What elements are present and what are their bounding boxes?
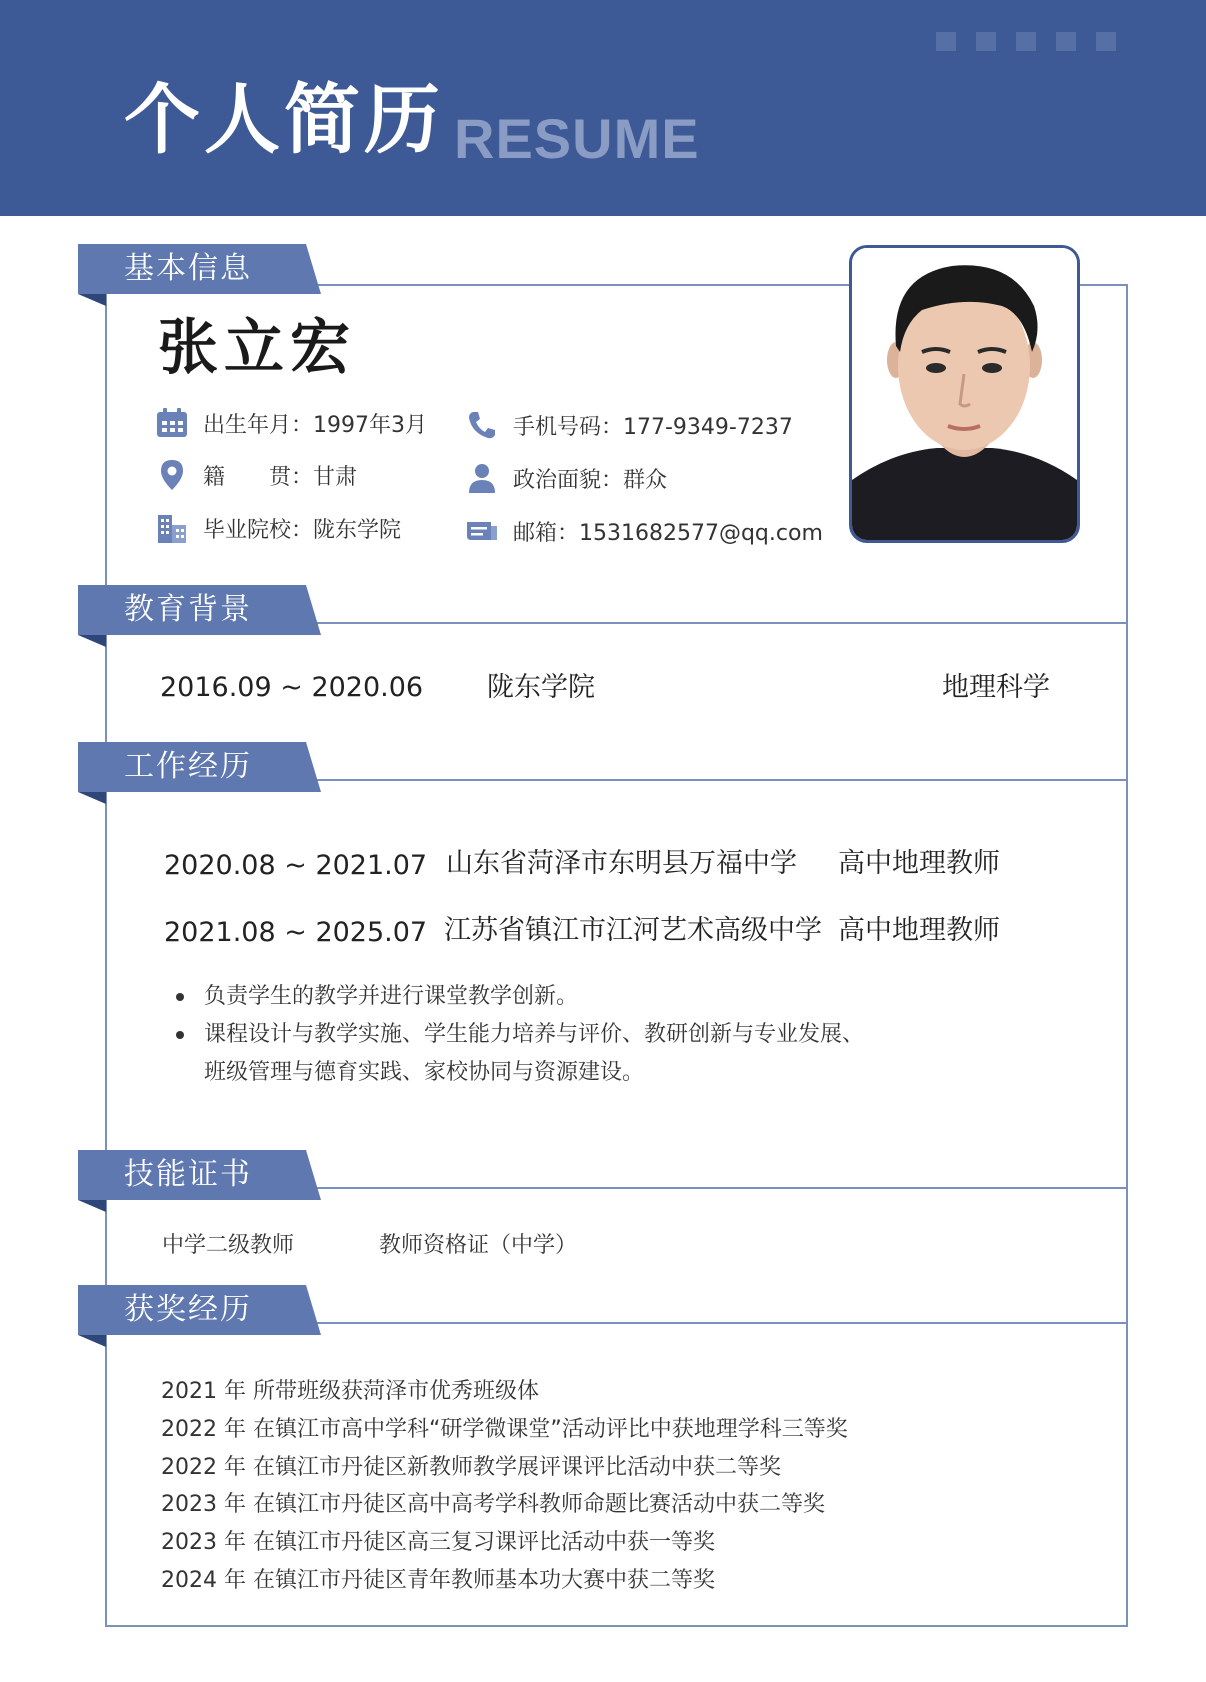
info-school bbox=[155, 513, 401, 543]
tab-fold bbox=[78, 1200, 106, 1212]
work-organization: 山东省菏泽市东明县万福中学 bbox=[446, 848, 797, 879]
awards-list bbox=[161, 1373, 848, 1600]
tab-fold bbox=[78, 635, 106, 647]
calendar-icon bbox=[155, 406, 189, 440]
work-role: 高中地理教师 bbox=[838, 915, 1000, 946]
work-period: 2020.08 ~ 2021.07 bbox=[164, 850, 428, 881]
skill-certificate: 中学二级教师 bbox=[162, 1233, 295, 1258]
list-item: 2024 年 在镇江市丹徒区青年教师基本功大赛中获二等奖 bbox=[161, 1567, 715, 1593]
tab-fold bbox=[78, 792, 106, 804]
portrait-illustration bbox=[852, 248, 1077, 540]
birth-text: 出生年月：1997年3月 bbox=[203, 412, 427, 438]
section-title: 获奖经历 bbox=[124, 1292, 252, 1327]
work-period: 2021.08 ~ 2025.07 bbox=[164, 917, 428, 948]
decor-square bbox=[1056, 32, 1076, 51]
section-tab-basic-info bbox=[78, 244, 321, 294]
list-item: 2023 年 在镇江市丹徒区高三复习课评比活动中获一等奖 bbox=[161, 1530, 715, 1556]
info-phone bbox=[465, 410, 793, 440]
section-title: 工作经历 bbox=[124, 749, 252, 784]
list-item: 负责学生的教学并进行课堂教学创新。 bbox=[176, 978, 876, 1016]
candidate-name: 张立宏 bbox=[158, 313, 356, 383]
email-text: 邮箱：1531682577@qq.com bbox=[513, 520, 823, 546]
person-icon bbox=[465, 461, 499, 495]
decor-square bbox=[976, 32, 996, 51]
list-item: 课程设计与教学实施、学生能力培养与评价、教研创新与专业发展、班级管理与德育实践、家校协同与资源建设。 bbox=[176, 1016, 876, 1092]
section-tab-work bbox=[78, 742, 321, 792]
building-icon bbox=[155, 511, 189, 545]
decor-square bbox=[1016, 32, 1036, 51]
phone-text: 手机号码：177-9349-7237 bbox=[513, 414, 793, 440]
section-tab-education bbox=[78, 585, 321, 635]
section-title: 基本信息 bbox=[124, 251, 252, 286]
info-political bbox=[465, 463, 667, 493]
location-pin-icon bbox=[155, 458, 189, 492]
header-decoration bbox=[936, 32, 1116, 51]
resume-header bbox=[0, 0, 1206, 216]
section-tab-skills bbox=[78, 1150, 321, 1200]
decor-square bbox=[1096, 32, 1116, 51]
info-native-place bbox=[155, 460, 357, 490]
work-organization: 江苏省镇江市江河艺术高级中学 bbox=[444, 915, 822, 946]
profile-photo bbox=[849, 245, 1080, 543]
school-text: 毕业院校：陇东学院 bbox=[203, 517, 402, 543]
list-item: 2022 年 在镇江市丹徒区新教师教学展评课评比活动中获二等奖 bbox=[161, 1454, 781, 1480]
list-item: 2021 年 所带班级获菏泽市优秀班级体 bbox=[161, 1379, 539, 1404]
work-role: 高中地理教师 bbox=[838, 848, 1000, 879]
tab-fold bbox=[78, 1335, 106, 1347]
education-school: 陇东学院 bbox=[487, 672, 595, 703]
decor-square bbox=[936, 32, 956, 51]
list-item: 2022 年 在镇江市高中学科“研学微课堂”活动评比中获地理学科三等奖 bbox=[161, 1416, 848, 1442]
section-title: 教育背景 bbox=[124, 592, 252, 627]
native-place-text: 籍 贯：甘肃 bbox=[203, 464, 358, 490]
education-period: 2016.09 ~ 2020.06 bbox=[160, 672, 424, 703]
education-major: 地理科学 bbox=[942, 672, 1050, 703]
work-duties-list bbox=[176, 978, 876, 1092]
skill-certificate: 教师资格证（中学） bbox=[379, 1233, 578, 1258]
section-tab-awards bbox=[78, 1285, 321, 1335]
info-birth bbox=[155, 408, 427, 438]
list-item: 2023 年 在镇江市丹徒区高中高考学科教师命题比赛活动中获二等奖 bbox=[161, 1492, 825, 1518]
tab-fold bbox=[78, 294, 106, 306]
resume-title: 个人简历 bbox=[124, 75, 444, 164]
resume-subtitle: RESUME bbox=[454, 107, 700, 170]
mail-icon bbox=[465, 514, 499, 548]
section-title: 技能证书 bbox=[124, 1157, 252, 1192]
phone-icon bbox=[465, 408, 499, 442]
info-email bbox=[465, 516, 823, 546]
political-text: 政治面貌：群众 bbox=[513, 467, 668, 493]
